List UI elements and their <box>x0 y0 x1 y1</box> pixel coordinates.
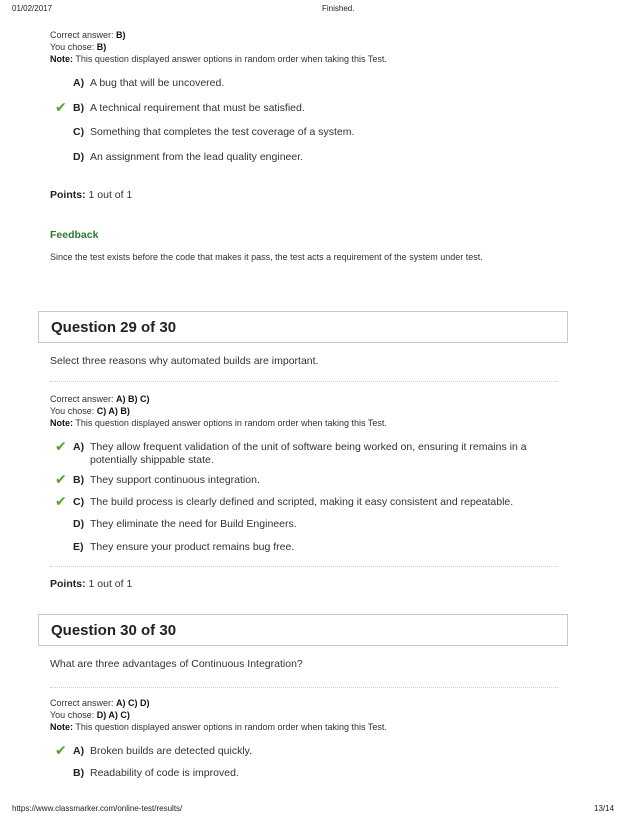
check-icon: ✔ <box>55 471 67 487</box>
q29-points-divider <box>50 566 558 567</box>
q28-correct-answer: Correct answer: B) <box>50 30 126 40</box>
q30-title: Question 30 of 30 <box>51 622 177 639</box>
q29-divider <box>50 381 558 382</box>
q29-correct-answer: Correct answer: A) B) C) <box>50 394 150 404</box>
q30-note: Note: This question displayed answer options in random order when taking this Test. <box>50 722 387 732</box>
q30-question: What are three advantages of Continuous Integration? <box>50 658 303 670</box>
q29-points: Points: 1 out of 1 <box>50 578 133 590</box>
print-date: 01/02/2017 <box>12 4 53 13</box>
q29-question: Select three reasons why automated builds are important. <box>50 355 319 367</box>
q28-feedback-text: Since the test exists before the code that makes it pass, the test acts a requirement of the system under test. <box>50 252 483 262</box>
q28-you-chose: You chose: B) <box>50 42 107 52</box>
check-icon: ✔ <box>55 742 67 758</box>
q28-points: Points: 1 out of 1 <box>50 189 133 201</box>
footer-page-number: 13/14 <box>594 804 615 813</box>
q28-feedback-title: Feedback <box>50 229 99 241</box>
q30-header-box <box>38 614 568 646</box>
q28-note: Note: This question displayed answer options in random order when taking this Test. <box>50 54 387 64</box>
footer-url: https://www.classmarker.com/online-test/results/ <box>12 804 183 813</box>
q30-correct-answer: Correct answer: A) C) D) <box>50 698 150 708</box>
check-icon: ✔ <box>55 99 67 115</box>
q29-title: Question 29 of 30 <box>51 319 177 336</box>
check-icon: ✔ <box>55 438 67 454</box>
q29-you-chose: You chose: C) A) B) <box>50 406 130 416</box>
check-icon: ✔ <box>55 493 67 509</box>
q30-you-chose: You chose: D) A) C) <box>50 710 130 720</box>
q29-note: Note: This question displayed answer options in random order when taking this Test. <box>50 418 387 428</box>
q30-divider <box>50 687 558 688</box>
print-title: Finished. <box>322 4 355 13</box>
q29-header-box <box>38 311 568 343</box>
